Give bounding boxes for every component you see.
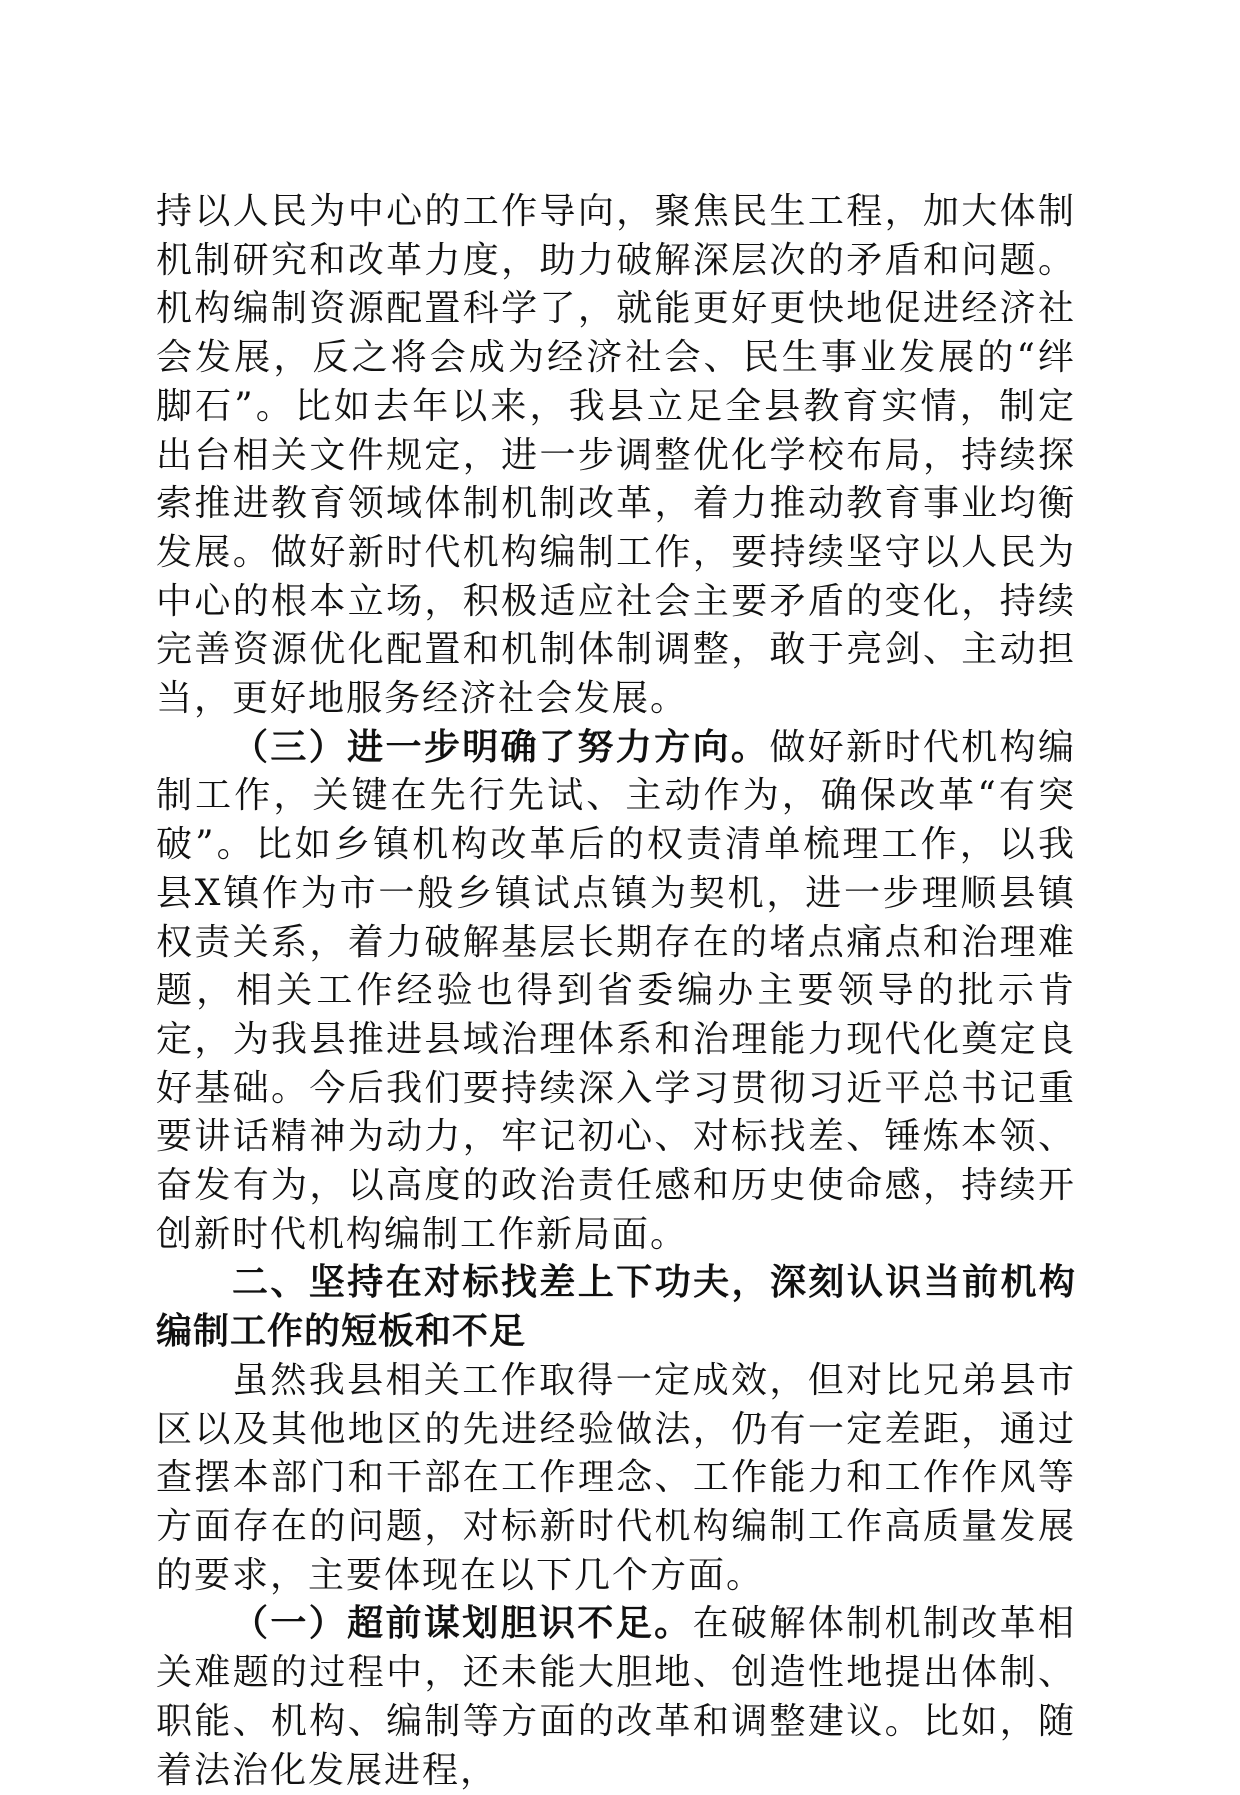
paragraph-text: 持以人民为中心的工作导向，聚焦民生工程，加大体制机制研究和改革力度，助力破解深层次的矛盾和问题。机构编制资源配置科学了，就能更好更快地促进经济社会发展，反之将会成为经济社会、民生事业发展的“绊脚石”。比如去年以来，我县立足全县教育实情，制定出台相关文件规定，进一步调整优化学校布局，持续探索推进教育领域体制机制改革，着力推动教育事业均衡发展。做好新时代机构编制工作，要持续坚守以人民为中心的根本立场，积极适应社会主要矛盾的变化，持续完善资源优化配置和机制体制调整，敢于亮剑、主动担当，更好地服务经济社会发展。 [156,191,1076,720]
subheading-direction: （三）进一步明确了努力方向。 [232,726,770,768]
paragraph-direction [156,724,1076,1260]
paragraph-text: 在破解体制机制改革相关难题的过程中，还未能大胆地、创造性地提出体制、职能、机构、编制等方面的改革和调整建议。比如，随着法治化发展进程， [156,1603,1076,1791]
paragraph-gap-intro [156,1357,1076,1601]
document-page [156,188,1076,1795]
paragraph-people-centered [156,188,1076,724]
subheading-planning: （一）超前谋划胆识不足。 [232,1603,693,1645]
paragraph-text: 虽然我县相关工作取得一定成效，但对比兄弟县市区以及其他地区的先进经验做法，仍有一定差距，通过查摆本部门和干部在工作理念、工作能力和工作作风等方面存在的问题，对标新时代机构编制工作高质量发展的要求，主要体现在以下几个方面。 [156,1359,1076,1596]
paragraph-text: 做好新时代机构编制工作，关键在先行先试、主动作为，确保改革“有突破”。比如乡镇机构改革后的权责清单梳理工作，以我县X镇作为市一般乡镇试点镇为契机，进一步理顺县镇权责关系，着力破解基层长期存在的堵点痛点和治理难题，相关工作经验也得到省委编办主要领导的批示肯定，为我县推进县域治理体系和治理能力现代化奠定良好基础。今后我们要持续深入学习贯彻习近平总书记重要讲话精神为动力，牢记初心、对标找差、锤炼本领、奋发有为，以高度的政治责任感和历史使命感，持续开创新时代机构编制工作新局面。 [156,726,1076,1255]
section-heading-two: 二、坚持在对标找差上下功夫，深刻认识当前机构编制工作的短板和不足 [156,1262,1076,1353]
paragraph-planning [156,1600,1076,1795]
